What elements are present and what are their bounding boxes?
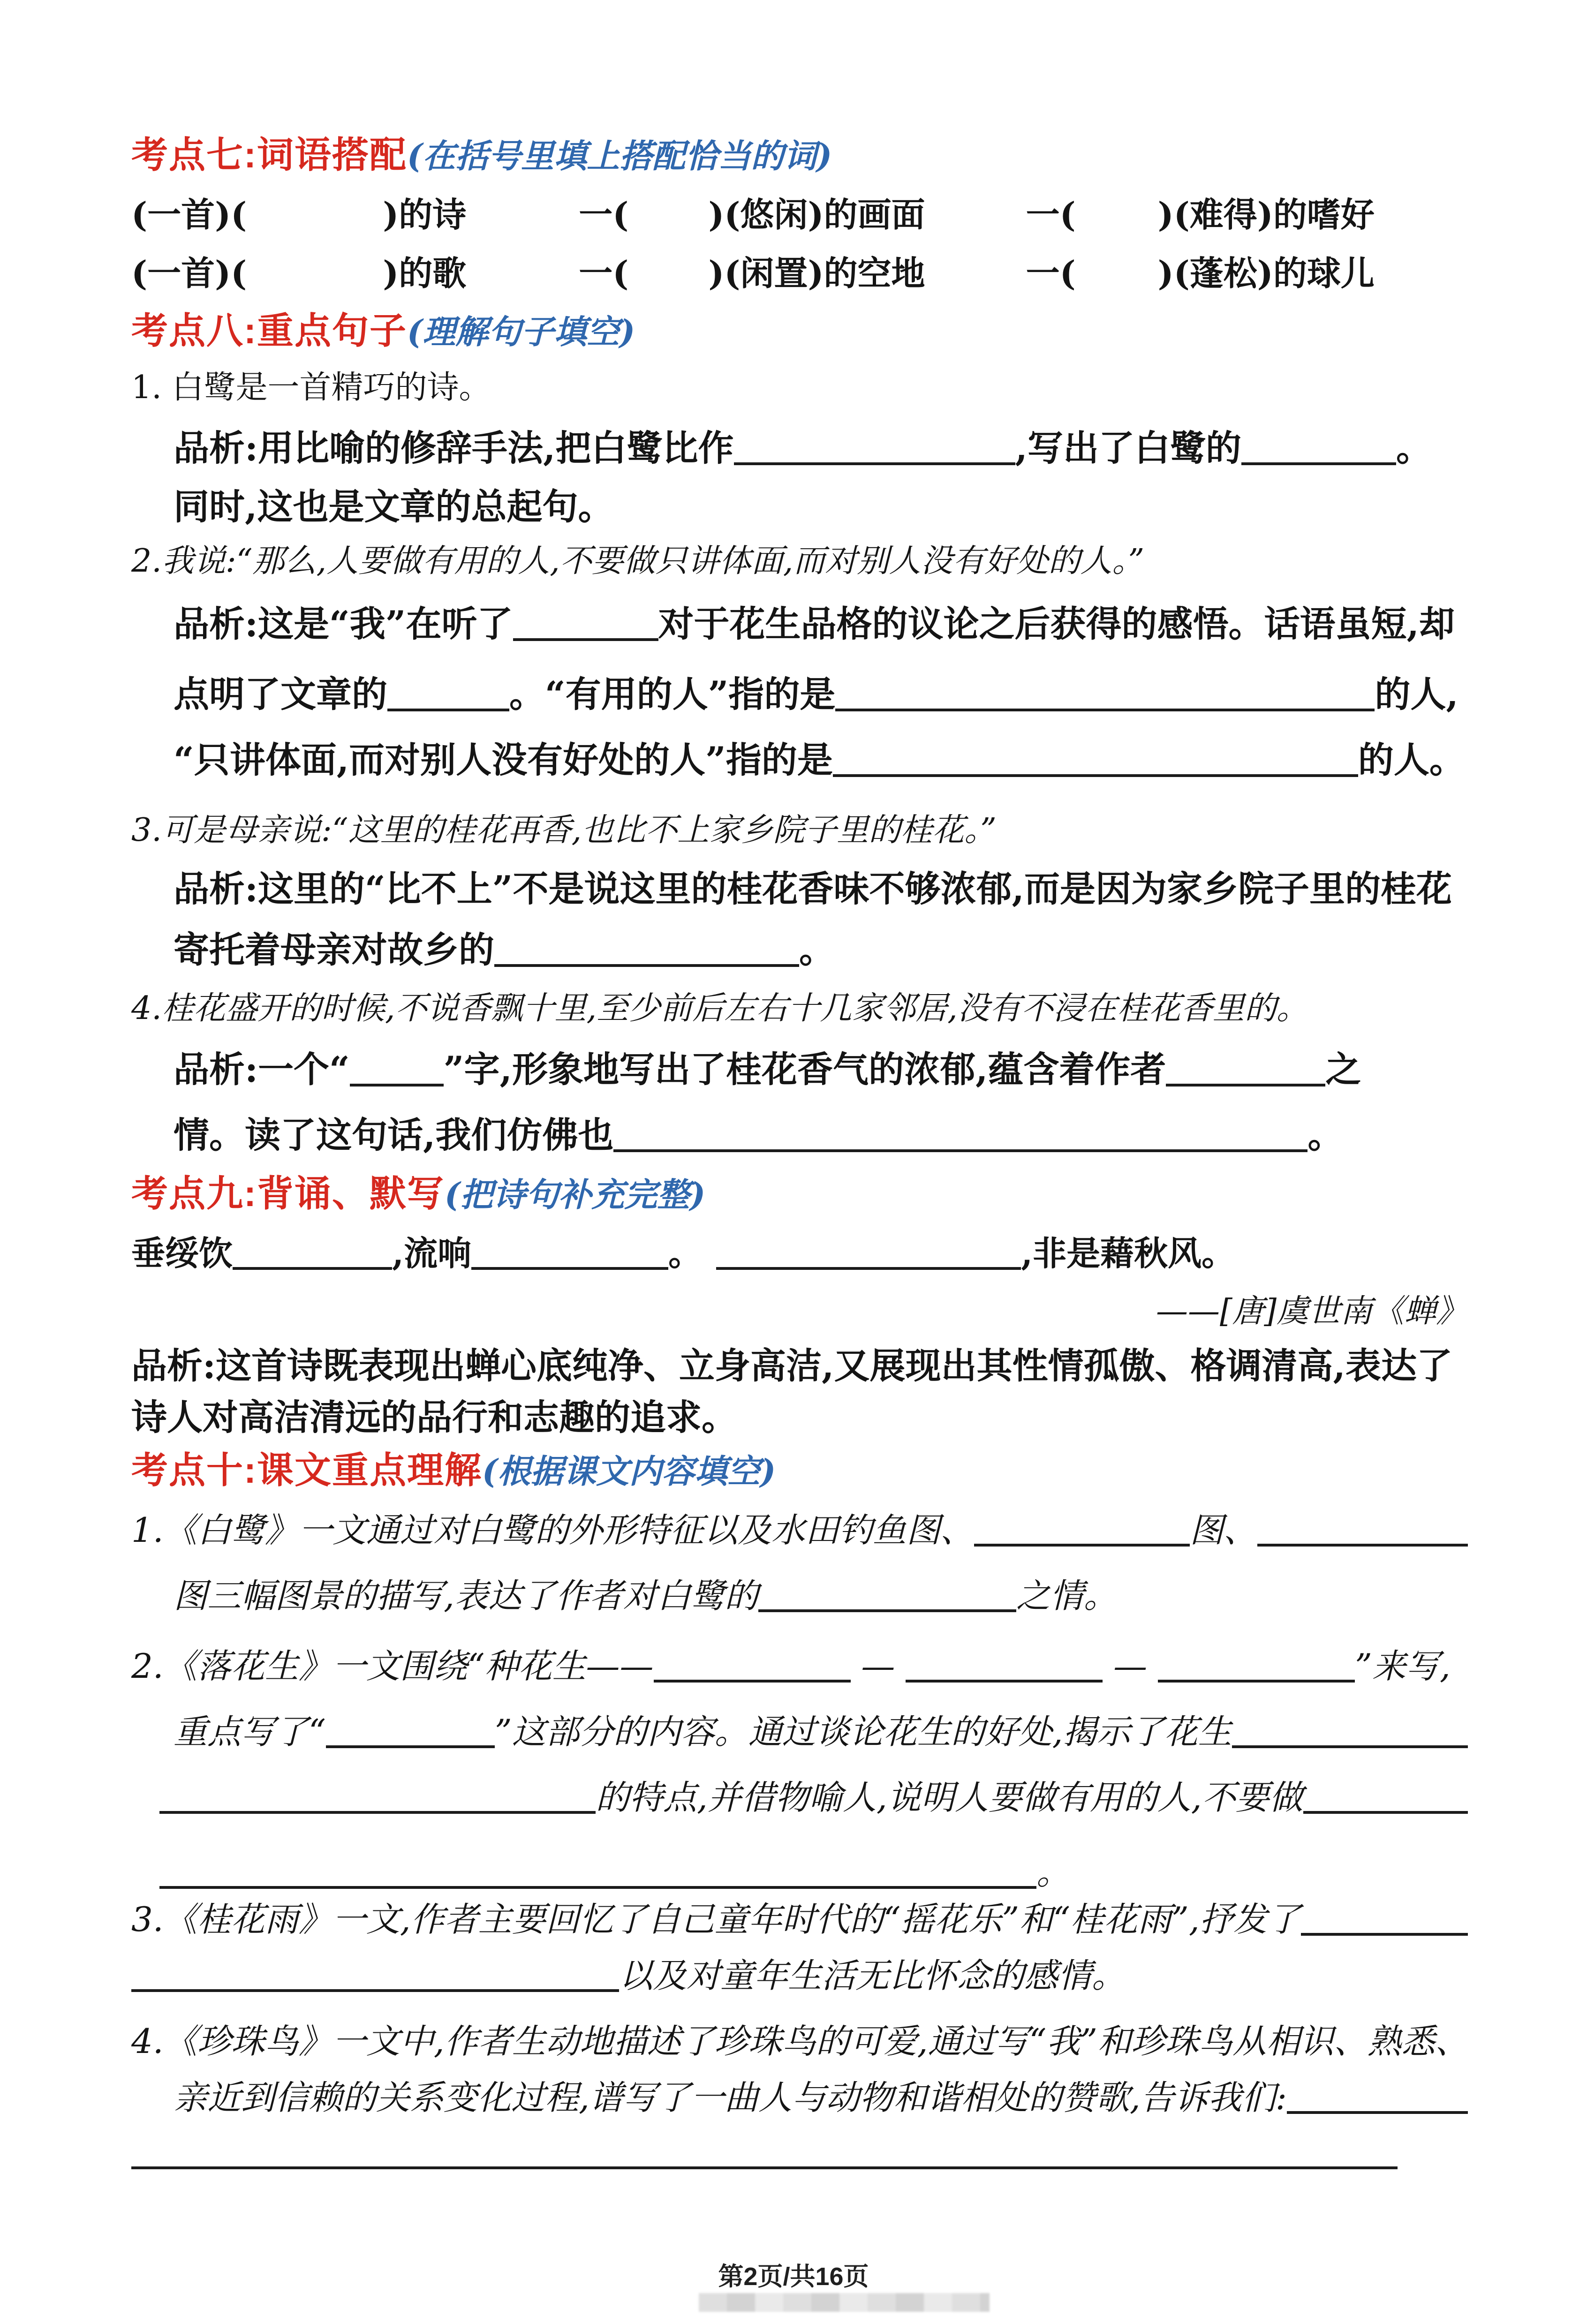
blank-field [1232, 1745, 1468, 1748]
s7-row-1 [131, 188, 1468, 236]
s10-item-2-line-3 [159, 1770, 1468, 1819]
text-run: 对于花生品格的议论之后获得的感悟。话语虽短,却 [658, 603, 1455, 645]
s9-analysis [131, 1337, 1468, 1388]
s9-poem-line [131, 1226, 1468, 1275]
blank-field [758, 1609, 1016, 1612]
text-run: )(闲置)的空地 [708, 253, 925, 293]
text-run: 之情。 [1016, 1576, 1118, 1615]
section-title: 考点八:重点句子 [131, 310, 407, 351]
text-run: 一( [1026, 195, 1076, 234]
s10-item-4-line-1 [131, 2014, 1468, 2063]
s10-item-4-line-2 [174, 2070, 1468, 2119]
s8-item-4-sentence [131, 983, 1468, 1028]
analysis-label: 品析: [174, 603, 258, 645]
s7-row-2 [131, 246, 1468, 295]
watermark-strip [699, 2293, 990, 2312]
text-run: 之 [1325, 1049, 1361, 1090]
blank-field [833, 774, 1358, 777]
heading-kaodian-8 [131, 302, 635, 354]
blank-field [734, 462, 1015, 465]
blank-field [1301, 1933, 1468, 1936]
text-run: 。 [1307, 1114, 1344, 1156]
text-run: 。 [799, 929, 835, 971]
blank-field [131, 1989, 619, 1992]
text-run: 这里的“比不上”不是说这里的桂花香味不够浓郁,而是因为家乡院子里的桂花 [258, 868, 1452, 910]
text-run: 一个“ [258, 1049, 350, 1090]
text-run: 2.《落花生》一文围绕“种花生—— [131, 1646, 654, 1686]
s10-item-1-line-2 [174, 1569, 1468, 1617]
page-number: 第2页/共16页 [718, 2263, 869, 2291]
s8-item-1-sentence [131, 362, 1468, 407]
analysis-label: 品析: [174, 868, 258, 910]
text-run: )(蓬松)的球儿 [1157, 253, 1375, 293]
text-run: 图三幅图景的描写,表达了作者对白鹭的 [174, 1576, 758, 1615]
analysis-label: 品析: [174, 427, 258, 469]
blank-field [974, 1544, 1190, 1547]
s10-item-2-line-2 [174, 1705, 1468, 1753]
s8-item-1-analysis [174, 420, 1468, 471]
s10-item-1-line-1 [131, 1503, 1468, 1552]
s8-item-2-analysis-cont-1 [174, 666, 1468, 717]
s8-item-1-analysis-cont [174, 478, 1468, 529]
blank-field [1303, 1811, 1468, 1814]
text-run: ”来写, [1355, 1646, 1451, 1686]
text-run: ”这部分的内容。通过谈论花生的好处,揭示了花生 [494, 1712, 1232, 1751]
text-run: 。 [1036, 1853, 1071, 1892]
blank-field [716, 1267, 1021, 1270]
blank-field [494, 964, 799, 967]
text-run: 这是“我”在听了 [258, 603, 513, 645]
text-run: 垂绥饮 [131, 1233, 233, 1273]
s8-item-2-analysis-cont-2 [174, 732, 1468, 783]
text-run: 。“有用的人”指的是 [509, 673, 836, 715]
text-run: 这首诗既表现出蝉心底纯净、立身高洁,又展现出其性情孤傲、格调清高,表达了 [216, 1345, 1452, 1387]
blank-field [326, 1745, 495, 1748]
s10-item-2-line-1 [131, 1639, 1468, 1688]
text-run: 的特点,并借物喻人,说明人要做有用的人,不要做 [596, 1778, 1303, 1817]
text-run: 1.《白鹭》一文通过对白鹭的外形特征以及水田钓鱼图、 [131, 1510, 974, 1550]
section-title: 考点七:词语搭配 [131, 134, 407, 175]
text-run: ,写出了白鹭的 [1015, 427, 1241, 469]
s8-item-4-analysis-cont [174, 1107, 1468, 1158]
blank-field [233, 1267, 392, 1270]
blank-field [131, 2166, 1398, 2169]
blank-field [513, 638, 658, 641]
text-run: )的歌 [383, 253, 467, 293]
text-run: )的诗 [383, 195, 467, 234]
blank-field [654, 1680, 851, 1683]
blank-field [159, 1886, 1036, 1889]
s8-item-3-sentence [131, 805, 1468, 850]
s10-item-4-answer-blank [131, 2162, 1468, 2165]
s9-poem-attribution [131, 1286, 1468, 1331]
s8-item-2-sentence [131, 536, 1468, 581]
text-run: )(难得)的嗜好 [1157, 195, 1375, 234]
text-run: 4.《珍珠鸟》一文中,作者生动地描述了珍珠鸟的可爱,通过写“我”和珍珠鸟从相识、熟悉、 [131, 2022, 1469, 2061]
s8-item-3-analysis [174, 860, 1468, 912]
text-run: ——[唐]虞世南《蝉》 [1156, 1293, 1468, 1330]
text-run: 2.我说:“那么,人要做有用的人,不要做只讲体面,而对别人没有好处的人。” [131, 543, 1145, 580]
text-run: 4.桂花盛开的时候,不说香飘十里,至少前后左右十几家邻居,没有不浸在桂花香里的。 [131, 990, 1308, 1027]
blank-field [1287, 2111, 1468, 2114]
text-run: 诗人对高洁清远的品行和志趣的追求。 [131, 1396, 737, 1438]
s8-item-4-analysis [174, 1041, 1468, 1092]
blank-field [387, 709, 509, 711]
s10-item-3-line-1 [131, 1892, 1468, 1941]
section-note: (在括号里填上搭配恰当的词) [407, 136, 832, 175]
text-run: 3.可是母亲说:“这里的桂花再香,也比不上家乡院子里的桂花。” [131, 812, 997, 849]
section-title: 考点十:课文重点理解 [131, 1449, 482, 1491]
text-run: ”字,形象地写出了桂花香气的浓郁,蕴含着作者 [443, 1049, 1166, 1090]
blank-field [613, 1149, 1307, 1152]
text-run: 。 [1396, 427, 1432, 469]
text-run: 图、 [1189, 1510, 1257, 1550]
text-run: “只讲体面,而对别人没有好处的人”指的是 [174, 739, 833, 781]
text-run: (一首)( [131, 195, 247, 234]
text-run: 以及对童年生活无比怀念的感情。 [619, 1956, 1126, 1995]
text-run: 的人, [1375, 673, 1459, 715]
text-run: 亲近到信赖的关系变化过程,谱写了一曲人与动物和谐相处的赞歌,告诉我们: [174, 2078, 1287, 2117]
text-run: 用比喻的修辞手法,把白鹭比作 [258, 427, 734, 469]
heading-kaodian-10 [131, 1441, 776, 1494]
blank-field [835, 709, 1375, 711]
text-run: ,流响 [392, 1233, 472, 1273]
text-run: 点明了文章的 [174, 673, 387, 715]
blank-field [159, 1811, 596, 1814]
text-run: (一首)( [131, 253, 247, 293]
analysis-label: 品析: [131, 1345, 216, 1387]
text-run: 一( [579, 195, 629, 234]
s10-item-3-line-2 [131, 1948, 1468, 1997]
text-run: 3.《桂花雨》一文,作者主要回忆了自己童年时代的“摇花乐”和“桂花雨”,抒发了 [131, 1900, 1301, 1939]
text-run: — [1103, 1646, 1158, 1686]
blank-field [1166, 1084, 1325, 1087]
section-note: (理解句子填空) [407, 312, 635, 351]
s8-item-2-analysis [174, 596, 1468, 647]
blank-field [1241, 462, 1396, 465]
text-run: — [850, 1646, 906, 1686]
text-run: 1. 白鹭是一首精巧的诗。 [131, 369, 491, 406]
s8-item-3-analysis-cont [174, 921, 1468, 973]
s10-item-2-line-4 [159, 1845, 1468, 1894]
section-note: (把诗句补充完整) [444, 1175, 706, 1214]
section-note: (根据课文内容填空) [482, 1452, 776, 1491]
analysis-label: 品析: [174, 1049, 258, 1090]
blank-field [1257, 1544, 1468, 1547]
text-run: )(悠闲)的画面 [708, 195, 925, 234]
page-footer [0, 2256, 1587, 2293]
blank-field [1158, 1680, 1355, 1683]
text-run: 的人。 [1358, 739, 1465, 781]
text-run: 一( [1026, 253, 1076, 293]
blank-field [906, 1680, 1103, 1683]
text-run: 情。读了这句话,我们仿佛也 [174, 1114, 614, 1156]
text-run: 一( [579, 253, 629, 293]
s9-analysis-cont [131, 1389, 1468, 1440]
text-run: 。 [668, 1233, 703, 1273]
text-run: 同时,这也是文章的总起句。 [174, 486, 614, 528]
blank-field [471, 1267, 668, 1270]
text-run: ,非是藉秋风。 [1021, 1233, 1236, 1273]
heading-kaodian-9 [131, 1164, 705, 1217]
section-title: 考点九:背诵、默写 [131, 1173, 445, 1214]
text-run: 寄托着母亲对故乡的 [174, 929, 494, 971]
blank-field [350, 1084, 444, 1087]
heading-kaodian-7 [131, 126, 832, 178]
text-run: 重点写了“ [174, 1712, 326, 1751]
